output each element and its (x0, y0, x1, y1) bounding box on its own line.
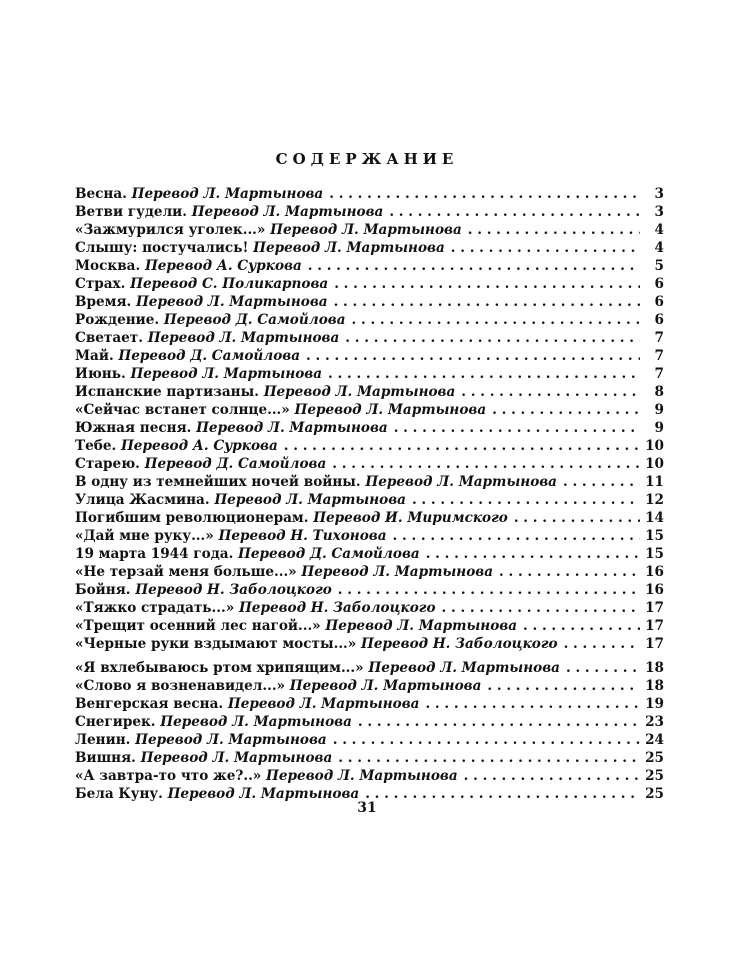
toc-entry (75, 491, 664, 509)
entry-title (75, 455, 326, 473)
entry-poem-title: Июнь. (75, 366, 126, 382)
entry-poem-title: «Зажмурился уголек...» (75, 222, 266, 238)
entry-translator: Перевод Л. Мартынова (214, 492, 406, 508)
toc-entry (75, 581, 664, 599)
entry-translator: Перевод Д. Самойлова (238, 546, 420, 562)
entry-page-number: 24 (645, 732, 664, 748)
toc-entry (75, 713, 664, 731)
dot-leader (345, 329, 640, 347)
entry-poem-title: Бела Куну. (75, 786, 163, 802)
page-number: 31 (357, 800, 377, 816)
dot-leader (451, 239, 640, 257)
dot-leader (306, 347, 640, 365)
toc-entry (75, 695, 664, 713)
entry-translator: Перевод Л. Мартынова (135, 732, 327, 748)
entry-translator: Перевод Л. Мартынова (135, 294, 328, 310)
entry-translator: Перевод Л. Мартынова (294, 402, 487, 418)
entry-page-number: 4 (654, 222, 664, 238)
entry-page-number: 3 (654, 204, 664, 220)
entry-page-number: 17 (645, 618, 664, 634)
entry-title (75, 659, 560, 677)
dot-leader (338, 749, 640, 767)
entry-translator: Перевод Л. Мартынова (301, 564, 494, 580)
entry-translator: Перевод Н. Заболоцкого (135, 582, 332, 598)
table-of-contents (75, 185, 664, 803)
toc-entry (75, 527, 664, 545)
entry-translator: Перевод Н. Тихонова (218, 528, 387, 544)
entry-poem-title: Снегирек. (75, 714, 156, 730)
entry-page-number: 25 (645, 786, 664, 802)
entry-poem-title: Ветви гудели. (75, 204, 187, 220)
dot-leader (566, 659, 640, 677)
entry-title (75, 527, 387, 545)
entry-title (75, 767, 458, 785)
entry-translator: Перевод Л. Мартынова (253, 240, 445, 256)
entry-page-number: 15 (645, 546, 664, 562)
dot-leader (523, 617, 640, 635)
entry-translator: Перевод Л. Мартынова (289, 678, 482, 694)
toc-entry (75, 311, 664, 329)
entry-poem-title: «Сейчас встанет солнце...» (75, 402, 290, 418)
entry-page-number: 8 (654, 384, 664, 400)
entry-translator: Перевод Д. Самойлова (118, 348, 301, 364)
entry-translator: Перевод Л. Мартынова (130, 366, 323, 382)
toc-entry (75, 401, 664, 419)
dot-leader (332, 455, 640, 473)
entry-page-number: 4 (654, 240, 664, 256)
entry-page-number: 7 (654, 366, 664, 382)
toc-entry (75, 545, 664, 563)
entry-translator: Перевод Л. Мартынова (167, 786, 360, 802)
entry-poem-title: «Не терзай меня больше...» (75, 564, 297, 580)
entry-title (75, 311, 346, 329)
toc-entry (75, 509, 664, 527)
entry-page-number: 18 (645, 660, 664, 676)
entry-poem-title: «Я вхлебываюсь ртом хрипящим...» (75, 660, 364, 676)
entry-title (75, 713, 352, 731)
toc-entry (75, 473, 664, 491)
toc-entry (75, 257, 664, 275)
dot-leader (352, 311, 640, 329)
toc-entry (75, 347, 664, 365)
toc-entry (75, 563, 664, 581)
entry-translator: Перевод Л. Мартынова (368, 660, 560, 676)
entry-title (75, 695, 419, 713)
dot-leader (389, 203, 640, 221)
entry-page-number: 17 (645, 600, 664, 616)
entry-poem-title: Страх. (75, 276, 126, 292)
entry-page-number: 6 (654, 294, 664, 310)
entry-title (75, 383, 455, 401)
entry-poem-title: «Тяжко страдать...» (75, 600, 235, 616)
entry-translator: Перевод Л. Мартынова (160, 714, 352, 730)
entry-title (75, 347, 300, 365)
toc-entry (75, 599, 664, 617)
entry-translator: Перевод А. Суркова (144, 258, 302, 274)
entry-title (75, 617, 517, 635)
contents-heading: СОДЕРЖАНИЕ (275, 150, 459, 168)
entry-poem-title: «Слово я возненавидел...» (75, 678, 286, 694)
entry-translator: Перевод Л. Мартынова (131, 186, 324, 202)
entry-poem-title: Москва. (75, 258, 141, 274)
entry-page-number: 3 (654, 186, 664, 202)
dot-leader (487, 677, 640, 695)
entry-title (75, 581, 332, 599)
entry-page-number: 6 (654, 312, 664, 328)
entry-title (75, 599, 436, 617)
entry-translator: Перевод Л. Мартынова (196, 420, 388, 436)
entry-title (75, 677, 481, 695)
dot-leader (468, 221, 640, 239)
entry-title (75, 509, 508, 527)
entry-page-number: 19 (645, 696, 664, 712)
entry-page-number: 12 (645, 492, 664, 508)
toc-entry (75, 293, 664, 311)
entry-poem-title: «Черные руки вздымают мосты...» (75, 636, 357, 652)
entry-title (75, 563, 493, 581)
entry-translator: Перевод Л. Мартынова (270, 222, 462, 238)
entry-translator: Перевод Л. Мартынова (140, 750, 333, 766)
entry-page-number: 9 (654, 402, 664, 418)
entry-page-number: 15 (645, 528, 664, 544)
entry-poem-title: Испанские партизаны. (75, 384, 259, 400)
toc-entry (75, 635, 664, 653)
entry-poem-title: Тебе. (75, 438, 117, 454)
dot-leader (308, 257, 640, 275)
entry-page-number: 7 (654, 348, 664, 364)
entry-page-number: 16 (645, 582, 664, 598)
entry-title (75, 185, 323, 203)
entry-poem-title: В одну из темнейших ночей войны. (75, 474, 361, 490)
entry-poem-title: Вишня. (75, 750, 136, 766)
toc-entry (75, 203, 664, 221)
dot-leader (425, 695, 640, 713)
entry-title (75, 545, 420, 563)
entry-title (75, 491, 406, 509)
entry-page-number: 10 (645, 456, 664, 472)
entry-poem-title: Бойня. (75, 582, 131, 598)
entry-page-number: 11 (645, 474, 664, 490)
toc-entry (75, 239, 664, 257)
toc-entry (75, 677, 664, 695)
entry-poem-title: «Дай мне руку...» (75, 528, 214, 544)
entry-translator: Перевод Н. Заболоцкого (361, 636, 558, 652)
entry-page-number: 14 (645, 510, 664, 526)
entry-poem-title: Весна. (75, 186, 127, 202)
entry-translator: Перевод Л. Мартынова (147, 330, 340, 346)
dot-leader (358, 713, 640, 731)
entry-title (75, 203, 383, 221)
toc-entry (75, 731, 664, 749)
entry-poem-title: Май. (75, 348, 114, 364)
toc-entry (75, 329, 664, 347)
entry-translator: Перевод Л. Мартынова (191, 204, 384, 220)
entry-poem-title: Старею. (75, 456, 140, 472)
entry-poem-title: Слышу: постучались! (75, 240, 249, 256)
entry-poem-title: «А завтра-то что же?..» (75, 768, 262, 784)
dot-leader (393, 527, 640, 545)
entry-page-number: 25 (645, 750, 664, 766)
entry-poem-title: Погибшим революционерам. (75, 510, 309, 526)
dot-leader (464, 767, 640, 785)
dot-leader (564, 635, 640, 653)
entry-page-number: 9 (654, 420, 664, 436)
entry-page-number: 23 (645, 714, 664, 730)
entry-translator: Перевод И. Миримского (313, 510, 508, 526)
entry-title (75, 731, 327, 749)
entry-translator: Перевод Л. Мартынова (365, 474, 557, 490)
entry-title (75, 275, 328, 293)
entry-title (75, 401, 486, 419)
dot-leader (394, 419, 640, 437)
entry-title (75, 221, 462, 239)
entry-translator: Перевод Д. Самойлова (163, 312, 346, 328)
toc-entry (75, 617, 664, 635)
entry-translator: Перевод Д. Самойлова (144, 456, 327, 472)
entry-title (75, 239, 445, 257)
dot-leader (492, 401, 640, 419)
entry-poem-title: Рождение. (75, 312, 160, 328)
entry-translator: Перевод Л. Мартынова (263, 384, 456, 400)
dot-leader (333, 731, 640, 749)
entry-title (75, 437, 278, 455)
dot-leader (329, 185, 640, 203)
toc-entry (75, 767, 664, 785)
entry-page-number: 7 (654, 330, 664, 346)
entry-title (75, 293, 328, 311)
toc-entry (75, 383, 664, 401)
entry-poem-title: «Трещит осенний лес нагой...» (75, 618, 321, 634)
entry-poem-title: Светает. (75, 330, 143, 346)
entry-page-number: 6 (654, 276, 664, 292)
dot-leader (499, 563, 640, 581)
entry-translator: Перевод А. Суркова (120, 438, 278, 454)
entry-page-number: 5 (654, 258, 664, 274)
entry-title (75, 473, 557, 491)
dot-leader (461, 383, 640, 401)
toc-entry (75, 221, 664, 239)
dot-leader (426, 545, 640, 563)
toc-entry (75, 437, 664, 455)
entry-title (75, 365, 322, 383)
entry-title (75, 635, 558, 653)
toc-entry (75, 419, 664, 437)
toc-entry (75, 185, 664, 203)
entry-poem-title: Время. (75, 294, 132, 310)
toc-entry (75, 455, 664, 473)
entry-translator: Перевод Л. Мартынова (325, 618, 518, 634)
entry-page-number: 16 (645, 564, 664, 580)
dot-leader (412, 491, 640, 509)
dot-leader (334, 293, 640, 311)
entry-translator: Перевод Л. Мартынова (266, 768, 458, 784)
entry-translator: Перевод Н. Заболоцкого (238, 600, 436, 616)
entry-translator: Перевод Л. Мартынова (227, 696, 420, 712)
dot-leader (563, 473, 640, 491)
entry-poem-title: Венгерская весна. (75, 696, 224, 712)
entry-page-number: 25 (645, 768, 664, 784)
entry-poem-title: 19 марта 1944 года. (75, 546, 234, 562)
dot-leader (334, 275, 640, 293)
dot-leader (284, 437, 640, 455)
toc-entry (75, 365, 664, 383)
entry-page-number: 17 (645, 636, 664, 652)
toc-entry (75, 275, 664, 293)
dot-leader (328, 365, 640, 383)
entry-translator: Перевод С. Поликарпова (130, 276, 329, 292)
entry-page-number: 10 (645, 438, 664, 454)
entry-poem-title: Южная песня. (75, 420, 192, 436)
dot-leader (442, 599, 640, 617)
entry-poem-title: Ленин. (75, 732, 131, 748)
entry-page-number: 18 (645, 678, 664, 694)
toc-entry (75, 659, 664, 677)
entry-title (75, 257, 302, 275)
entry-poem-title: Улица Жасмина. (75, 492, 210, 508)
entry-title (75, 749, 332, 767)
entry-title (75, 419, 388, 437)
toc-entry (75, 749, 664, 767)
entry-title (75, 329, 339, 347)
dot-leader (514, 509, 640, 527)
dot-leader (338, 581, 640, 599)
